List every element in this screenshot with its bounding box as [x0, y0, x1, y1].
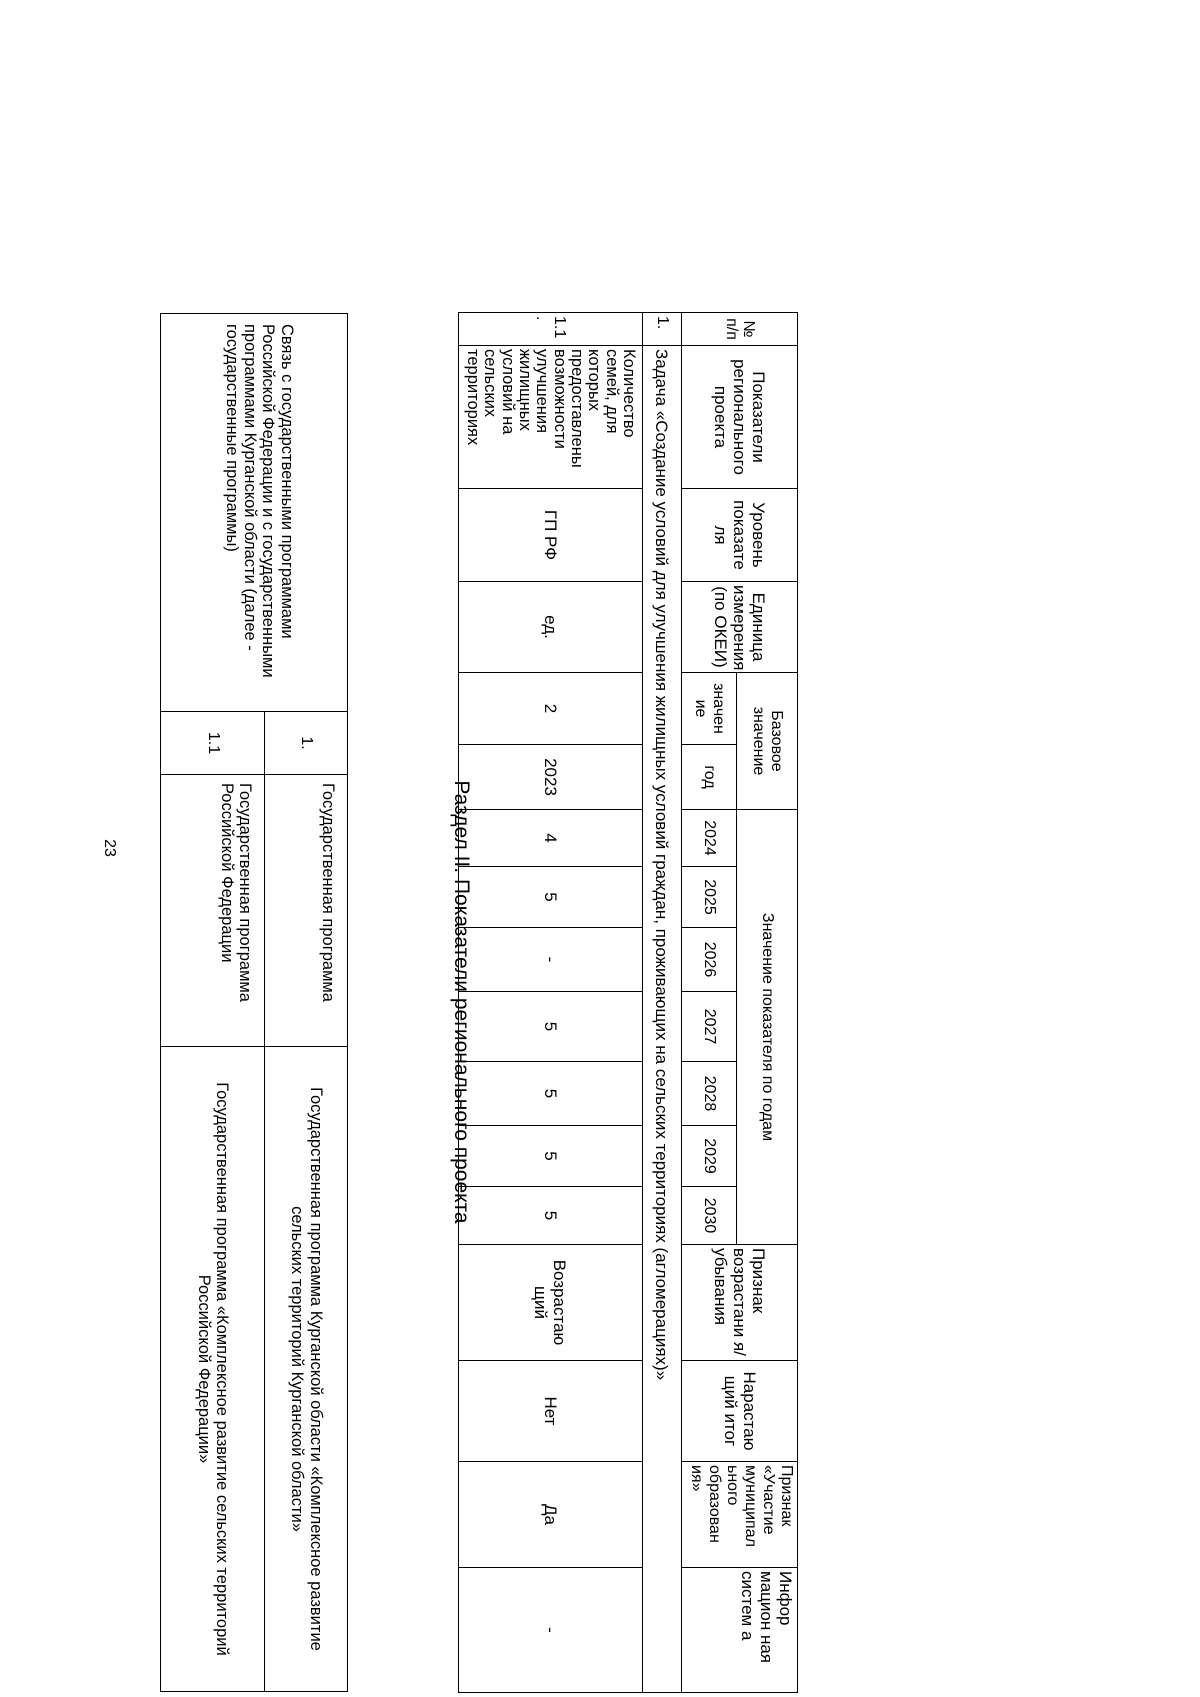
header-level: Уровень показате ля: [682, 489, 798, 582]
page-number: 23: [101, 839, 118, 857]
row-info-system: -: [459, 1568, 643, 1693]
header-indicator: Показатели регионального проекта: [682, 346, 798, 489]
row-year-value: 5: [459, 867, 643, 928]
row-base-value: 2: [459, 673, 643, 745]
program-row-type: Государственная программа: [265, 775, 348, 1047]
header-year: 2027: [682, 992, 737, 1062]
row-year-value: -: [459, 928, 643, 992]
header-year: 2028: [682, 1062, 737, 1126]
header-year: 2026: [682, 928, 737, 992]
header-year: 2029: [682, 1126, 737, 1187]
row-growth-sign: Возрастаю щий: [459, 1245, 643, 1361]
header-base-year: год: [682, 745, 737, 810]
header-year: 2030: [682, 1187, 737, 1245]
row-number: 1.1 .: [459, 313, 643, 346]
row-unit: ед.: [459, 582, 643, 673]
row-municipal-participation: Да: [459, 1462, 643, 1568]
row-year-value: 5: [459, 1126, 643, 1187]
program-link-table: [160, 313, 348, 1692]
header-base-group: Базовое значение: [736, 673, 797, 810]
row-cumulative: Нет: [459, 1361, 643, 1462]
section-title: Раздел II. Показатели регионального проекта: [450, 780, 473, 1224]
header-number: № п/п: [682, 313, 798, 346]
row-year-value: 5: [459, 1062, 643, 1126]
program-row-type: Государственная программа Российской Федерации: [161, 775, 265, 1047]
header-info-system: Инфор мацион ная систем а: [682, 1568, 798, 1693]
task-title: Задача «Создание условий для улучшения жилищных условий граждан, проживающих на сельских территориях (агломерациях)»: [642, 346, 681, 1693]
program-row-name: Государственная программа Курганской области «Комплексное развитие сельских территорий Курганской области»: [265, 1047, 348, 1692]
row-level: ГП РФ: [459, 489, 643, 582]
header-growth-sign: Признак возрастани я/ убывания: [682, 1245, 798, 1361]
program-row-name: Государственная программа «Комплексное развитие сельских территорий Российской Федерации»: [161, 1047, 265, 1692]
row-base-year: 2023: [459, 745, 643, 810]
program-row-number: 1.1: [161, 712, 265, 775]
row-indicator: Количество семей, для которых предоставлены возможности улучшения жилищных условий на сельских территориях: [459, 346, 643, 489]
indicators-table: [458, 312, 798, 1693]
row-year-value: 5: [459, 992, 643, 1062]
header-municipal-participation: Признак «Участие муниципал ьного образован ия»: [682, 1462, 798, 1568]
header-base-value: значен ие: [682, 673, 737, 745]
header-years-group: Значение показателя по годам: [736, 810, 797, 1245]
row-year-value: 4: [459, 810, 643, 867]
header-year: 2024: [682, 810, 737, 867]
program-link-label: Связь с государственными программами Российской Федерации и с государственными программами Курганской области (далее - государственные программы): [161, 314, 348, 712]
header-cumulative: Нарастаю щий итог: [682, 1361, 798, 1462]
header-unit: Единица измерения (по ОКЕИ): [682, 582, 798, 673]
row-year-value: 5: [459, 1187, 643, 1245]
program-row-number: 1.: [265, 712, 348, 775]
header-year: 2025: [682, 867, 737, 928]
task-number: 1.: [642, 313, 681, 346]
